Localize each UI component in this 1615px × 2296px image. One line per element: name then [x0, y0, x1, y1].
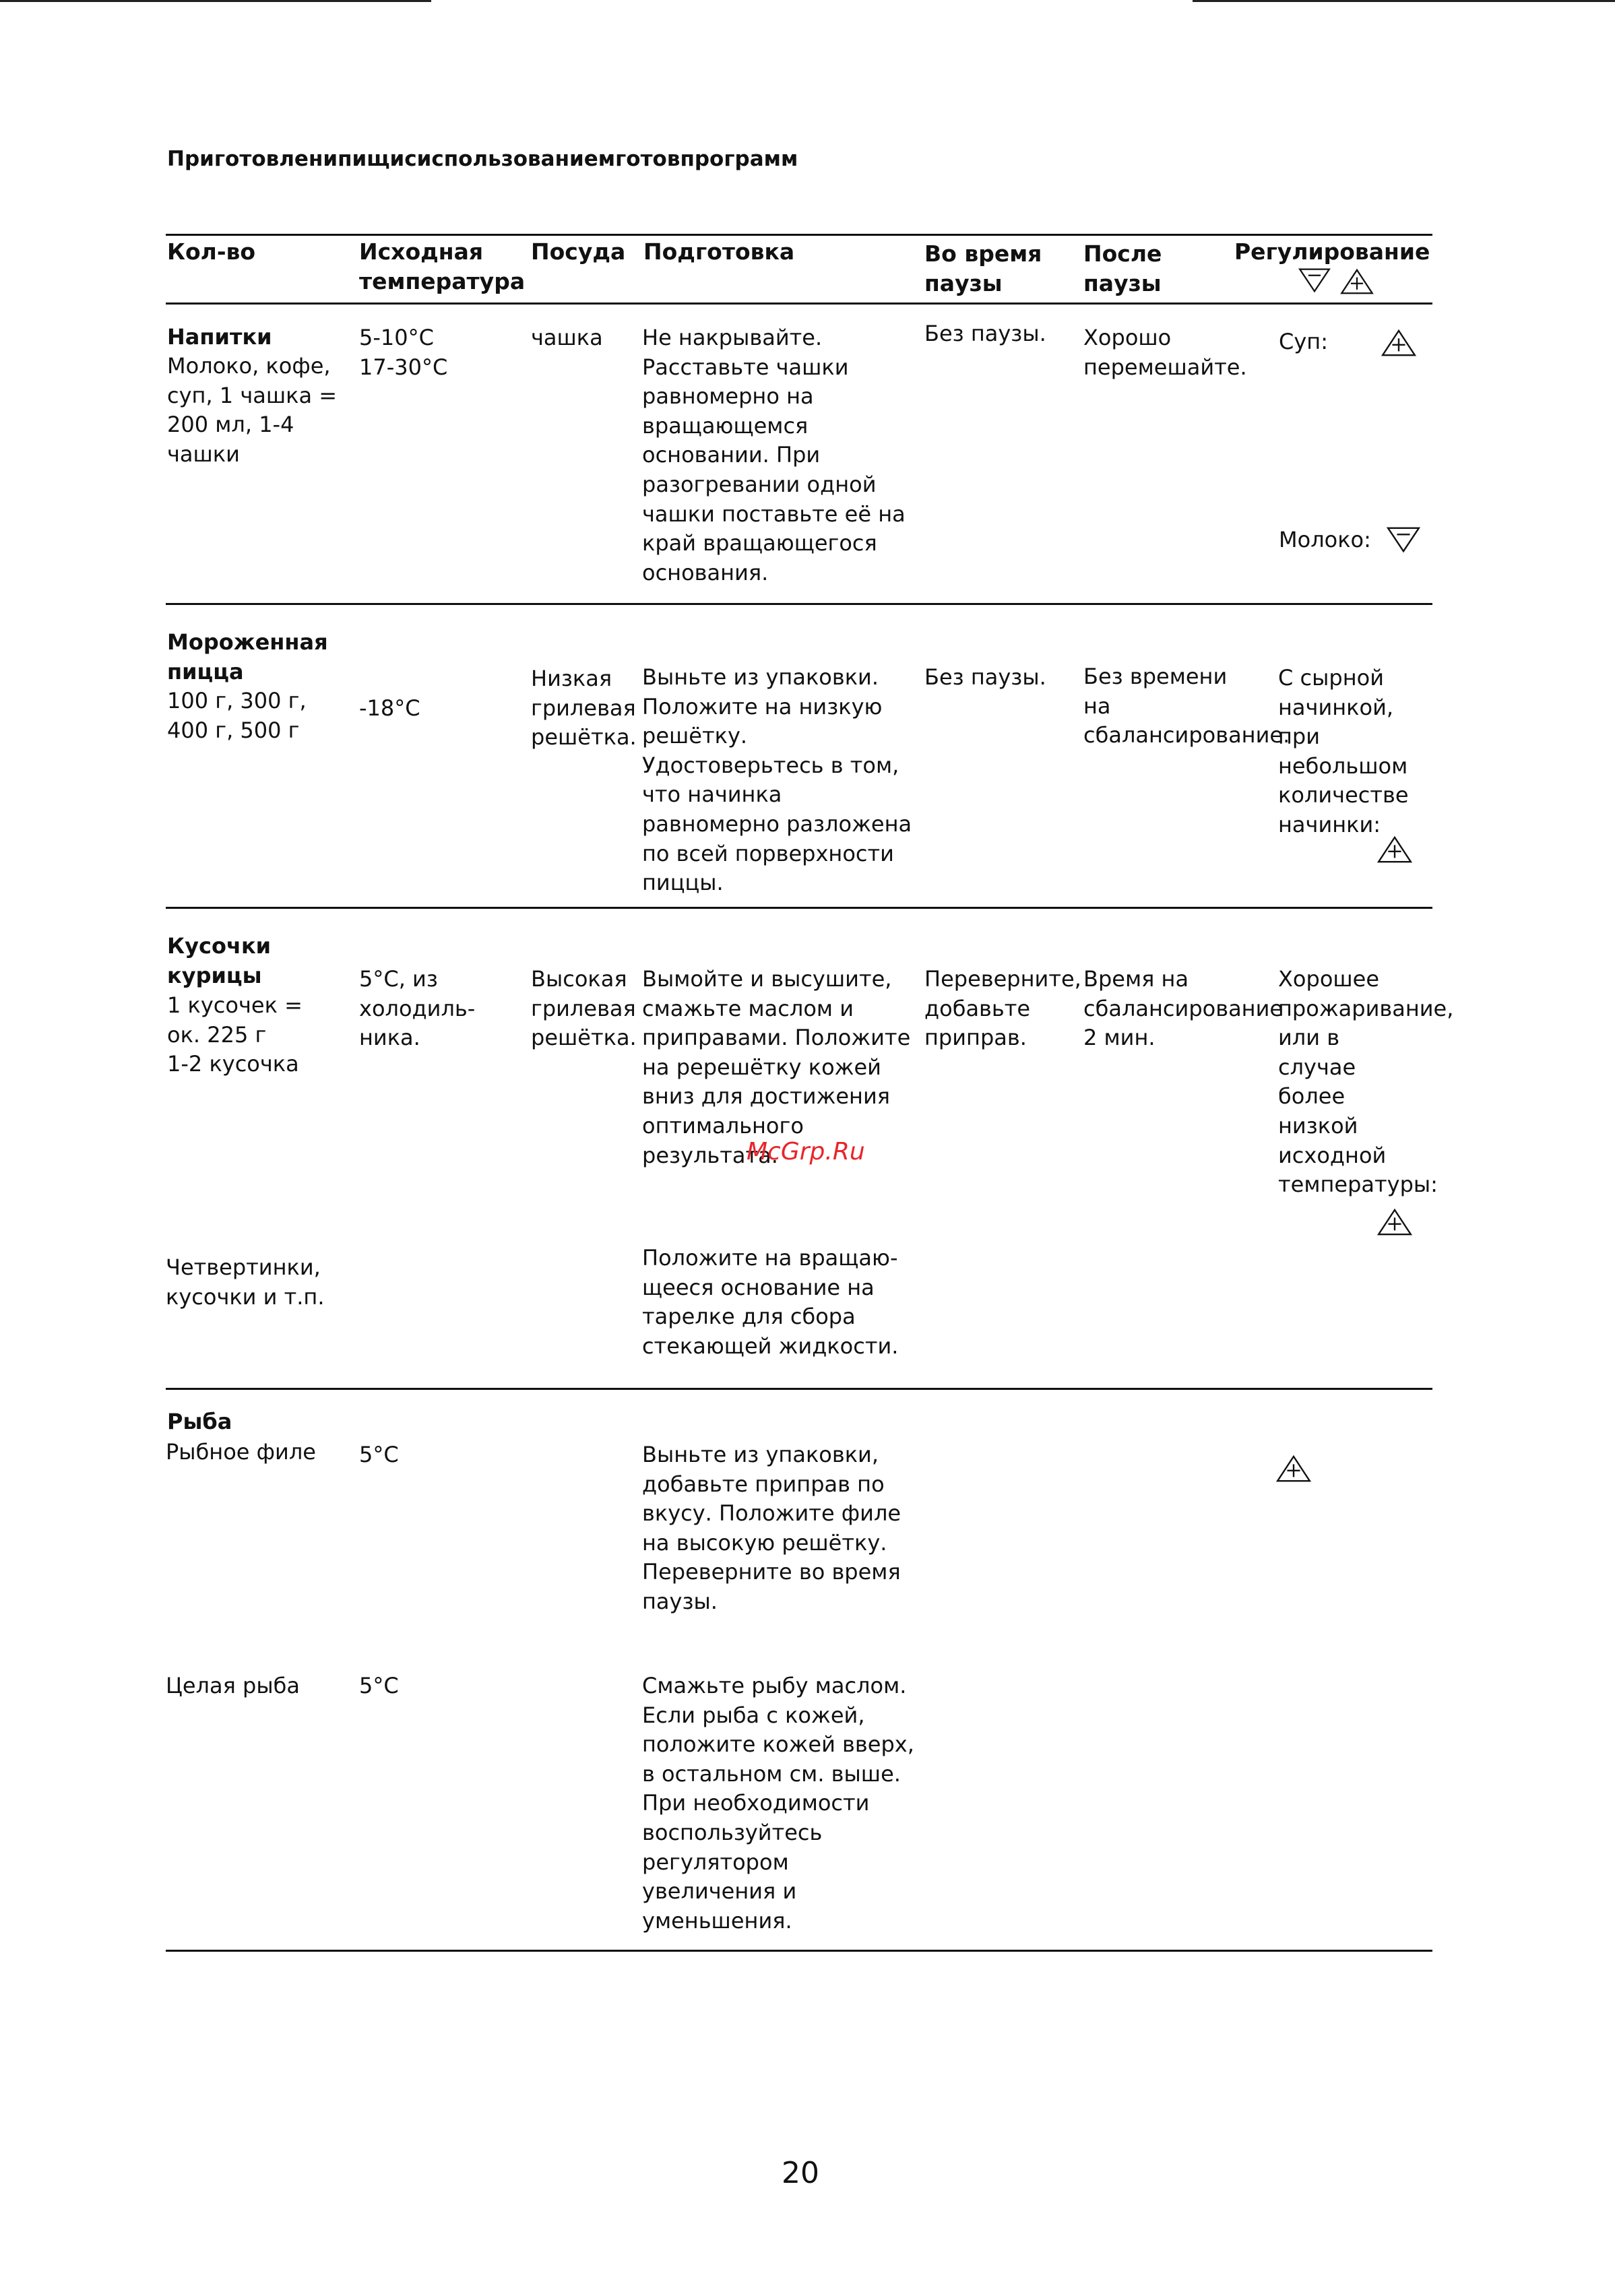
row-chicken-sub-qty: Четвертинки, кусочки и т.п. [166, 1254, 325, 1310]
top-rule-right [1193, 0, 1615, 2]
row-fish-title: Рыба [167, 1409, 232, 1434]
row-pizza-title: Мороженная пицца [167, 629, 328, 684]
row-drinks-adjust-milk: Молоко: [1279, 527, 1371, 552]
increase-icon [1381, 329, 1417, 357]
row-pizza-dish: Низкая грилевая решётка. [531, 666, 637, 751]
row-divider [166, 603, 1432, 605]
row-fish-fillet-prep: Выньте из упаковки, добавьте приправ по вкусу. Положите филе на высокую решётку. Переверните во время паузы. [642, 1442, 901, 1614]
row-drinks-adjust-soup: Суп: [1279, 329, 1328, 354]
increase-icon [1275, 1455, 1312, 1483]
row-chicken-sub-prep: Положите на вращаю- щееся основание на тарелке для сбора стекающей жидкости. [642, 1245, 899, 1359]
row-pizza-adjust: С сырной начинкой, при небольшом количестве начинки: [1278, 665, 1409, 837]
row-chicken-during: Переверните, добавьте приправ. [924, 966, 1081, 1051]
row-pizza-after: Без времени на сбалансирование. [1083, 664, 1290, 748]
header-during: Во время паузы [924, 241, 1042, 296]
top-rule-left [0, 0, 431, 2]
row-fish-whole-temp: 5°С [359, 1673, 399, 1698]
decrease-icon [1385, 525, 1422, 554]
header-prep: Подготовка [643, 238, 795, 265]
row-drinks-during: Без паузы. [924, 321, 1046, 346]
row-pizza-during: Без паузы. [924, 664, 1046, 690]
row-fish-whole-prep: Смажьте рыбу маслом. Если рыба с кожей, положите кожей вверх, в остальном см. выше. При необходимости воспользуйтесь регулятором увеличения и уменьшения. [642, 1673, 914, 1934]
decrease-icon [1297, 267, 1332, 294]
row-divider [166, 907, 1432, 909]
header-adjust: Регулирование [1234, 238, 1430, 265]
row-fish-fillet-temp: 5°С [359, 1442, 399, 1467]
row-drinks-qty: Молоко, кофе, суп, 1 чашка = 200 мл, 1-4 чашки [167, 353, 338, 467]
row-drinks-title: Напитки [167, 324, 272, 350]
row-pizza-temp: -18°С [359, 695, 420, 721]
header-bottom-rule [166, 302, 1432, 305]
row-chicken-dish: Высокая грилевая решётка. [531, 966, 637, 1051]
row-drinks-dish: чашка [531, 325, 603, 350]
header-temp: Исходная температура [359, 238, 526, 294]
increase-icon [1376, 1208, 1413, 1236]
row-chicken-prep: Вымойте и высушите, смажьте маслом и приправами. Положите на ререшётку кожей вниз для достижения оптимального результата. [642, 966, 911, 1168]
row-drinks-temp: 5-10°С 17-30°С [359, 325, 448, 380]
increase-icon [1376, 835, 1413, 864]
row-chicken-adjust: Хорошее прожаривание, или в случае более низкой исходной температуры: [1278, 966, 1454, 1198]
row-chicken-temp: 5°С, из холодиль- ника. [359, 966, 476, 1051]
row-divider [166, 1388, 1432, 1390]
row-pizza-qty: 100 г, 300 г, 400 г, 500 г [167, 688, 307, 743]
header-top-rule [166, 234, 1432, 236]
watermark: McGrp.Ru [747, 1138, 865, 1166]
page-number: 20 [782, 2156, 819, 2190]
row-fish-fillet-qty: Рыбное филе [166, 1439, 316, 1465]
header-dish: Посуда [531, 238, 626, 265]
page-title: Приготовленипищисиспользованиемготовпрограмм [167, 147, 798, 171]
row-pizza-prep: Выньте из упаковки. Положите на низкую решётку. Удостоверьтесь в том, что начинка равномерно разложена по всей порверхности пиццы. [642, 664, 912, 896]
row-chicken-qty: 1 кусочек = ок. 225 г 1-2 кусочка [167, 992, 303, 1077]
header-qty: Кол-во [167, 238, 256, 265]
row-fish-whole-qty: Целая рыба [166, 1673, 300, 1698]
row-drinks-prep: Не накрывайте. Расставьте чашки равномерно на вращающемся основании. При разогревании одной чашки поставьте её на край вращающегося основания. [642, 325, 906, 585]
header-after: После паузы [1083, 241, 1162, 296]
row-chicken-title: Кусочки курицы [167, 933, 272, 988]
row-chicken-after: Время на сбалансирование 2 мин. [1083, 966, 1284, 1051]
row-drinks-after: Хорошо перемешайте. [1083, 325, 1247, 380]
increase-icon [1339, 268, 1374, 295]
table-bottom-rule [166, 1950, 1432, 1952]
